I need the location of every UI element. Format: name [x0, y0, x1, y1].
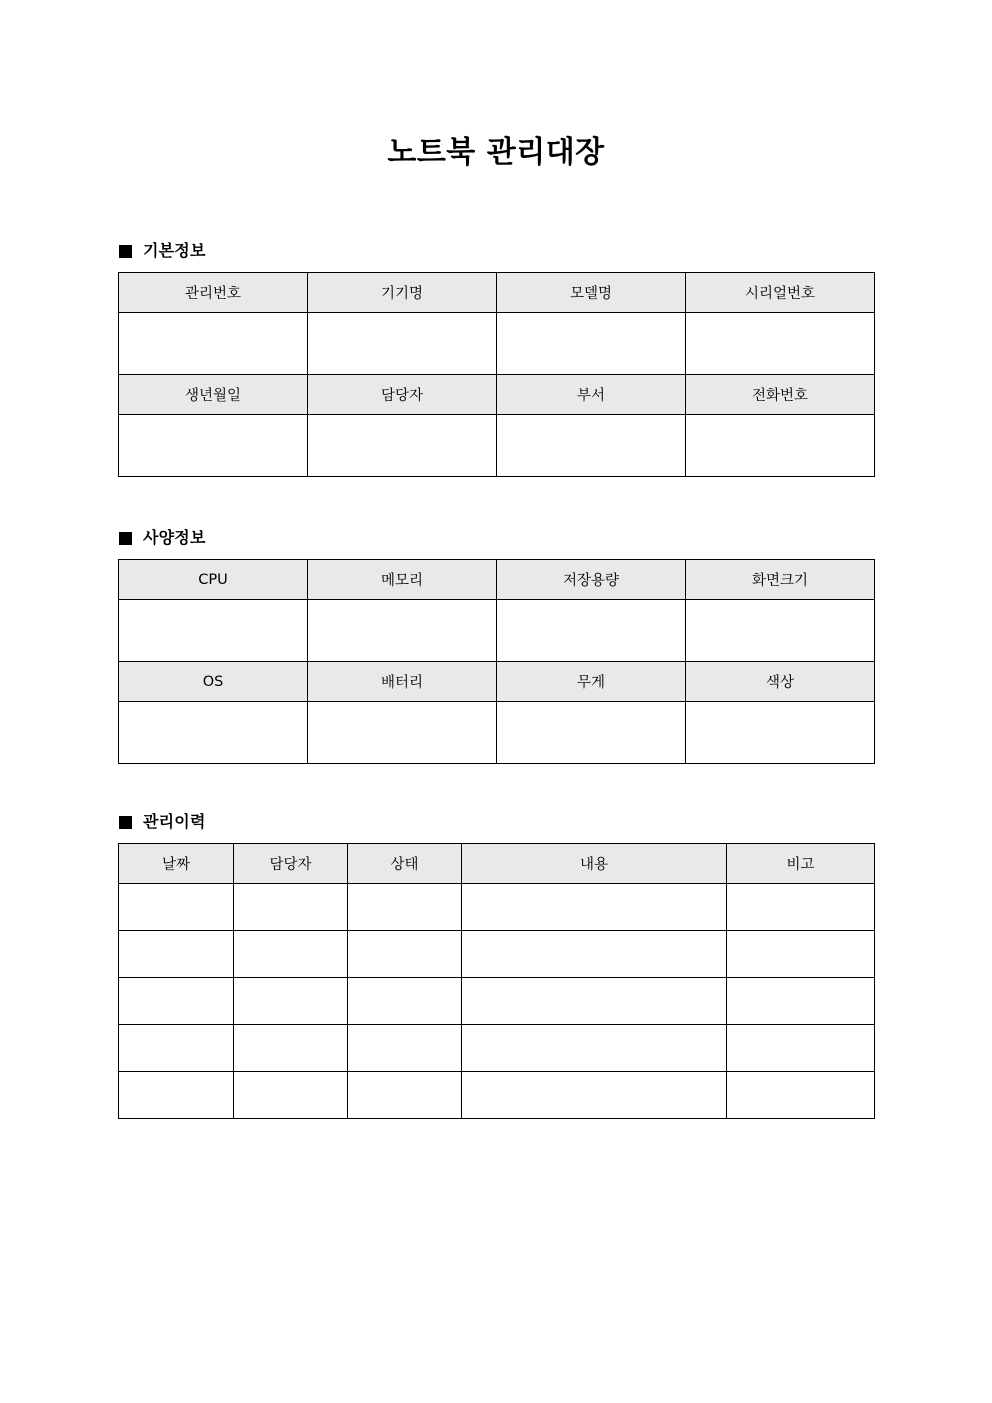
table-header-cell: 전화번호 [686, 375, 875, 415]
table-row [119, 662, 875, 702]
input-cell[interactable] [462, 1025, 727, 1072]
table-header-cell: 내용 [462, 844, 727, 884]
table-header-cell: 화면크기 [686, 560, 875, 600]
basic-info-table [118, 272, 875, 477]
input-cell[interactable] [119, 884, 234, 931]
table-header-cell: 배터리 [308, 662, 497, 702]
table-header-cell: 색상 [686, 662, 875, 702]
section-basic-info [0, 171, 992, 477]
input-cell[interactable] [119, 702, 308, 764]
input-cell[interactable] [234, 978, 348, 1025]
input-cell[interactable] [686, 702, 875, 764]
input-cell[interactable] [119, 1025, 234, 1072]
input-cell[interactable] [497, 313, 686, 375]
input-cell[interactable] [462, 931, 727, 978]
input-cell[interactable] [119, 313, 308, 375]
table-row [119, 1072, 875, 1119]
input-cell[interactable] [234, 884, 348, 931]
table-header-cell: 모델명 [497, 273, 686, 313]
input-cell[interactable] [308, 600, 497, 662]
table-row [119, 600, 875, 662]
section-heading-management-history [0, 814, 992, 830]
table-header-cell: 기기명 [308, 273, 497, 313]
table-header-cell: 날짜 [119, 844, 234, 884]
input-cell[interactable] [308, 415, 497, 477]
input-cell[interactable] [308, 702, 497, 764]
section-heading-label: 사양정보 [143, 528, 206, 547]
input-cell[interactable] [497, 600, 686, 662]
input-cell[interactable] [462, 1072, 727, 1119]
input-cell[interactable] [348, 884, 462, 931]
input-cell[interactable] [119, 978, 234, 1025]
input-cell[interactable] [119, 931, 234, 978]
section-heading-label: 관리이력 [143, 812, 206, 831]
table-header-cell: 담당자 [308, 375, 497, 415]
input-cell[interactable] [727, 1072, 875, 1119]
section-spec-info [0, 477, 992, 764]
input-cell[interactable] [727, 1025, 875, 1072]
input-cell[interactable] [234, 1072, 348, 1119]
table-header-cell: CPU [119, 560, 308, 600]
table-header-cell: 비고 [727, 844, 875, 884]
input-cell[interactable] [462, 978, 727, 1025]
input-cell[interactable] [234, 931, 348, 978]
input-cell[interactable] [462, 884, 727, 931]
input-cell[interactable] [686, 313, 875, 375]
input-cell[interactable] [497, 415, 686, 477]
table-row [119, 313, 875, 375]
input-cell[interactable] [119, 1072, 234, 1119]
section-heading-basic-info [0, 243, 992, 259]
page-title: 노트북 관리대장 [387, 135, 605, 170]
table-row [119, 273, 875, 313]
table-header-cell: 담당자 [234, 844, 348, 884]
input-cell[interactable] [234, 1025, 348, 1072]
table-row [119, 415, 875, 477]
table-header-cell: 메모리 [308, 560, 497, 600]
input-cell[interactable] [497, 702, 686, 764]
table-header-cell: 저장용량 [497, 560, 686, 600]
table-header-cell: 부서 [497, 375, 686, 415]
input-cell[interactable] [308, 313, 497, 375]
input-cell[interactable] [348, 931, 462, 978]
black-square-bullet-icon [119, 816, 132, 829]
input-cell[interactable] [348, 1025, 462, 1072]
input-cell[interactable] [727, 978, 875, 1025]
section-heading-label: 기본정보 [143, 241, 206, 260]
table-header-cell: 생년월일 [119, 375, 308, 415]
input-cell[interactable] [686, 600, 875, 662]
input-cell[interactable] [727, 884, 875, 931]
table-row [119, 844, 875, 884]
black-square-bullet-icon [119, 245, 132, 258]
table-row [119, 375, 875, 415]
table-row [119, 931, 875, 978]
input-cell[interactable] [348, 1072, 462, 1119]
input-cell[interactable] [119, 415, 308, 477]
section-heading-spec-info [0, 530, 992, 546]
section-management-history [0, 764, 992, 1119]
input-cell[interactable] [686, 415, 875, 477]
table-row [119, 702, 875, 764]
black-square-bullet-icon [119, 532, 132, 545]
spec-info-table [118, 559, 875, 764]
table-header-cell: 상태 [348, 844, 462, 884]
management-history-table [118, 843, 875, 1119]
table-header-cell: 관리번호 [119, 273, 308, 313]
table-header-cell: 시리얼번호 [686, 273, 875, 313]
table-row [119, 884, 875, 931]
input-cell[interactable] [348, 978, 462, 1025]
table-row [119, 1025, 875, 1072]
table-header-cell: OS [119, 662, 308, 702]
table-header-cell: 무게 [497, 662, 686, 702]
table-row [119, 560, 875, 600]
input-cell[interactable] [119, 600, 308, 662]
input-cell[interactable] [727, 931, 875, 978]
table-row [119, 978, 875, 1025]
